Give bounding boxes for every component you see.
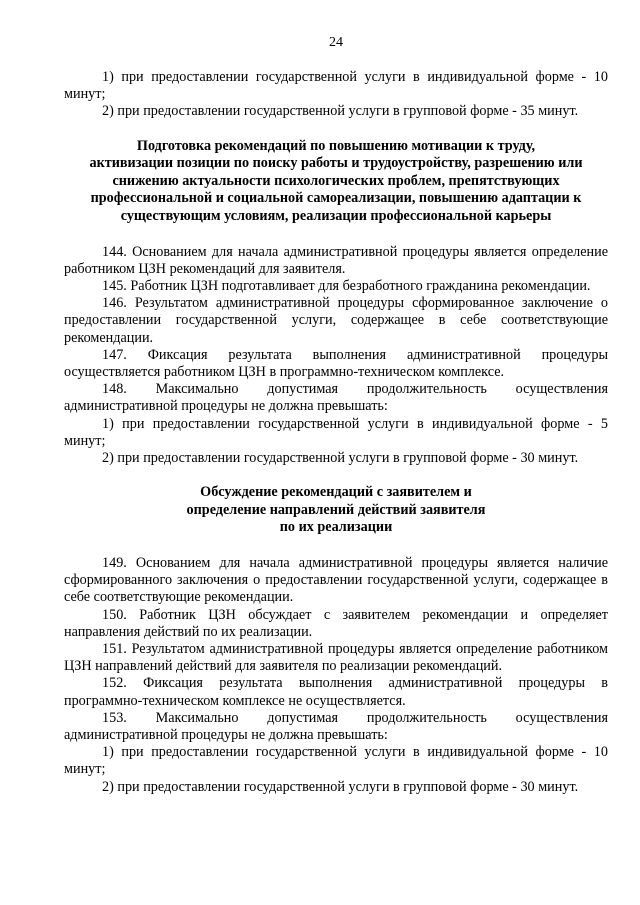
heading-line: профессиональной и социальной самореализации, повышению адаптации к: [90, 190, 582, 207]
paragraph: 148. Максимально допустимая продолжительность осуществления административной процедуры не должна превышать:: [64, 381, 608, 415]
paragraph: 153. Максимально допустимая продолжительность осуществления административной процедуры не должна превышать:: [64, 709, 608, 744]
list-item: 1) при предоставлении государственной услуги в индивидуальной форме - 10 минут;: [64, 69, 608, 103]
section-heading: [64, 484, 608, 537]
paragraph: 149. Основанием для начала административной процедуры является наличие сформированного заключения о предоставлении государственной услуги, содержащее в себе соответствующие рекомендации.: [64, 555, 608, 606]
heading-line: Обсуждение рекомендаций с заявителем и: [200, 484, 472, 501]
heading-line: определение направлений действий заявителя: [186, 501, 486, 518]
paragraph: 150. Работник ЦЗН обсуждает с заявителем рекомендации и определяет направления действий по их реализации.: [64, 606, 608, 640]
heading-line: активизации позиции по поиску работы и трудоустройству, разрешению или: [89, 155, 583, 172]
paragraph: 152. Фиксация результата выполнения административной процедуры в программно-техническом комплексе не осуществляется.: [64, 675, 608, 709]
list-item: 2) при предоставлении государственной услуги в групповой форме - 35 минут.: [102, 103, 579, 120]
list-item: 1) при предоставлении государственной услуги в индивидуальной форме - 10 минут;: [64, 744, 608, 778]
paragraph: 151. Результатом административной процедуры является определение работником ЦЗН направлений действий для заявителя по реализации рекомендаций.: [64, 641, 608, 675]
paragraph: 147. Фиксация результата выполнения административной процедуры осуществляется работником ЦЗН в программно-техническом комплексе.: [64, 346, 608, 380]
list-item: 1) при предоставлении государственной услуги в индивидуальной форме - 5 минут;: [64, 415, 608, 449]
section-heading: [64, 138, 608, 226]
heading-line: по их реализации: [279, 519, 393, 536]
heading-line: существующим условиям, реализации профессиональной карьеры: [120, 207, 552, 224]
list-item: 2) при предоставлении государственной услуги в групповой форме - 30 минут.: [102, 778, 579, 795]
page-number: 24: [329, 35, 343, 50]
heading-line: снижению актуальности психологических проблем, препятствующих: [112, 172, 560, 189]
list-item: 2) при предоставлении государственной услуги в групповой форме - 30 минут.: [102, 450, 579, 467]
paragraph: 146. Результатом административной процедуры сформированное заключение о предоставлении государственной услуги, содержащее в себе соответствующие рекомендации.: [64, 295, 608, 346]
paragraph: 145. Работник ЦЗН подготавливает для безработного гражданина рекомендации.: [102, 277, 591, 294]
paragraph: 144. Основанием для начала административной процедуры является определение работником ЦЗН рекомендаций для заявителя.: [64, 243, 608, 277]
heading-line: Подготовка рекомендаций по повышению мотивации к труду,: [136, 137, 536, 154]
